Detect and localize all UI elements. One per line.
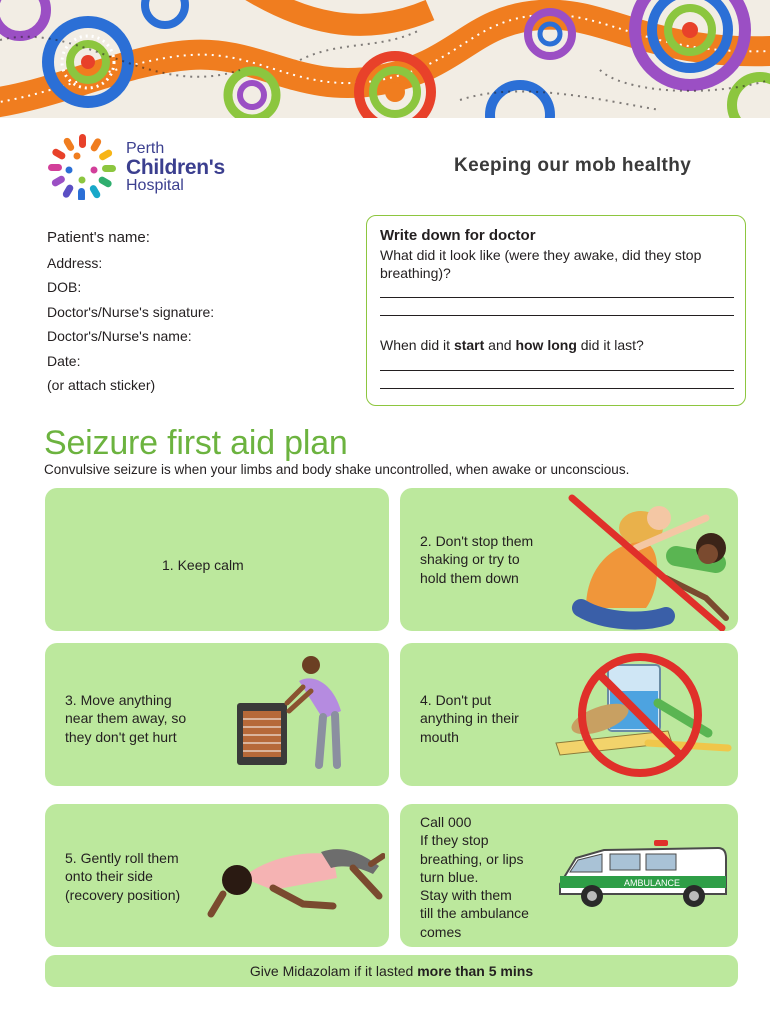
nurse-name-field: Doctor's/Nurse's name:	[47, 328, 192, 344]
step-2-panel	[400, 488, 738, 631]
call-000-panel	[400, 804, 738, 947]
logo-wordmark	[126, 141, 225, 194]
step-3-text: 3. Move anything near them away, so they don't get hurt	[65, 692, 187, 745]
step-5-panel	[45, 804, 389, 947]
address-field: Address:	[47, 254, 103, 271]
question-duration: When did it start and how long did it last?	[380, 337, 644, 353]
step-3-panel	[45, 643, 389, 786]
answer-line[interactable]	[380, 388, 734, 389]
answer-line[interactable]	[380, 297, 734, 298]
call-000-text: Call 000 If they stop breathing, or lips turn blue. Stay with them till the ambulance comes	[420, 814, 529, 940]
logo-text-hospital: Hospital	[126, 177, 184, 194]
ambulance-label: AMBULANCE	[624, 878, 681, 888]
date-field: Date:	[47, 352, 81, 369]
do-not-restrain-illustration	[566, 488, 738, 631]
step-4-text: 4. Don't put anything in their mouth	[420, 692, 519, 745]
sticker-note: (or attach sticker)	[47, 377, 156, 393]
logo-text-childrens: Children's	[126, 156, 225, 179]
patient-name-field: Patient's name:	[47, 229, 150, 246]
logo-text-perth: Perth	[126, 140, 165, 157]
dob-field: DOB:	[47, 279, 82, 295]
page-title: Seizure first aid plan	[44, 424, 348, 462]
step-1-text: 1. Keep calm	[162, 557, 244, 573]
sunburst-logo-icon	[44, 132, 122, 200]
moving-heater-illustration	[233, 653, 373, 778]
ambulance-illustration	[554, 834, 730, 914]
dot-art-banner	[0, 0, 770, 118]
signature-field: Doctor's/Nurse's signature:	[47, 303, 215, 320]
answer-line[interactable]	[380, 370, 734, 371]
hospital-logo	[44, 132, 234, 200]
doctor-box-title: Write down for doctor	[380, 227, 536, 244]
midazolam-threshold: more than 5 mins	[417, 963, 534, 979]
recovery-position-illustration	[203, 834, 385, 919]
nothing-in-mouth-illustration	[548, 643, 734, 786]
step-4-panel	[400, 643, 738, 786]
patient-details	[47, 226, 347, 398]
doctor-notes-box	[366, 215, 746, 406]
step-1-panel	[45, 488, 389, 631]
midazolam-banner	[45, 955, 738, 987]
tagline: Keeping our mob healthy	[454, 155, 692, 176]
step-2-text: 2. Don't stop them shaking or try to hold them down	[420, 533, 534, 586]
page-subtitle: Convulsive seizure is when your limbs and body shake uncontrolled, when awake or unconscious.	[44, 462, 630, 477]
step-5-text: 5. Gently roll them onto their side (recovery position)	[65, 850, 181, 903]
midazolam-text: Give Midazolam if it lasted	[249, 963, 418, 979]
question-appearance: What did it look like (were they awake, did they stop breathing)?	[380, 247, 702, 281]
answer-line[interactable]	[380, 315, 734, 316]
